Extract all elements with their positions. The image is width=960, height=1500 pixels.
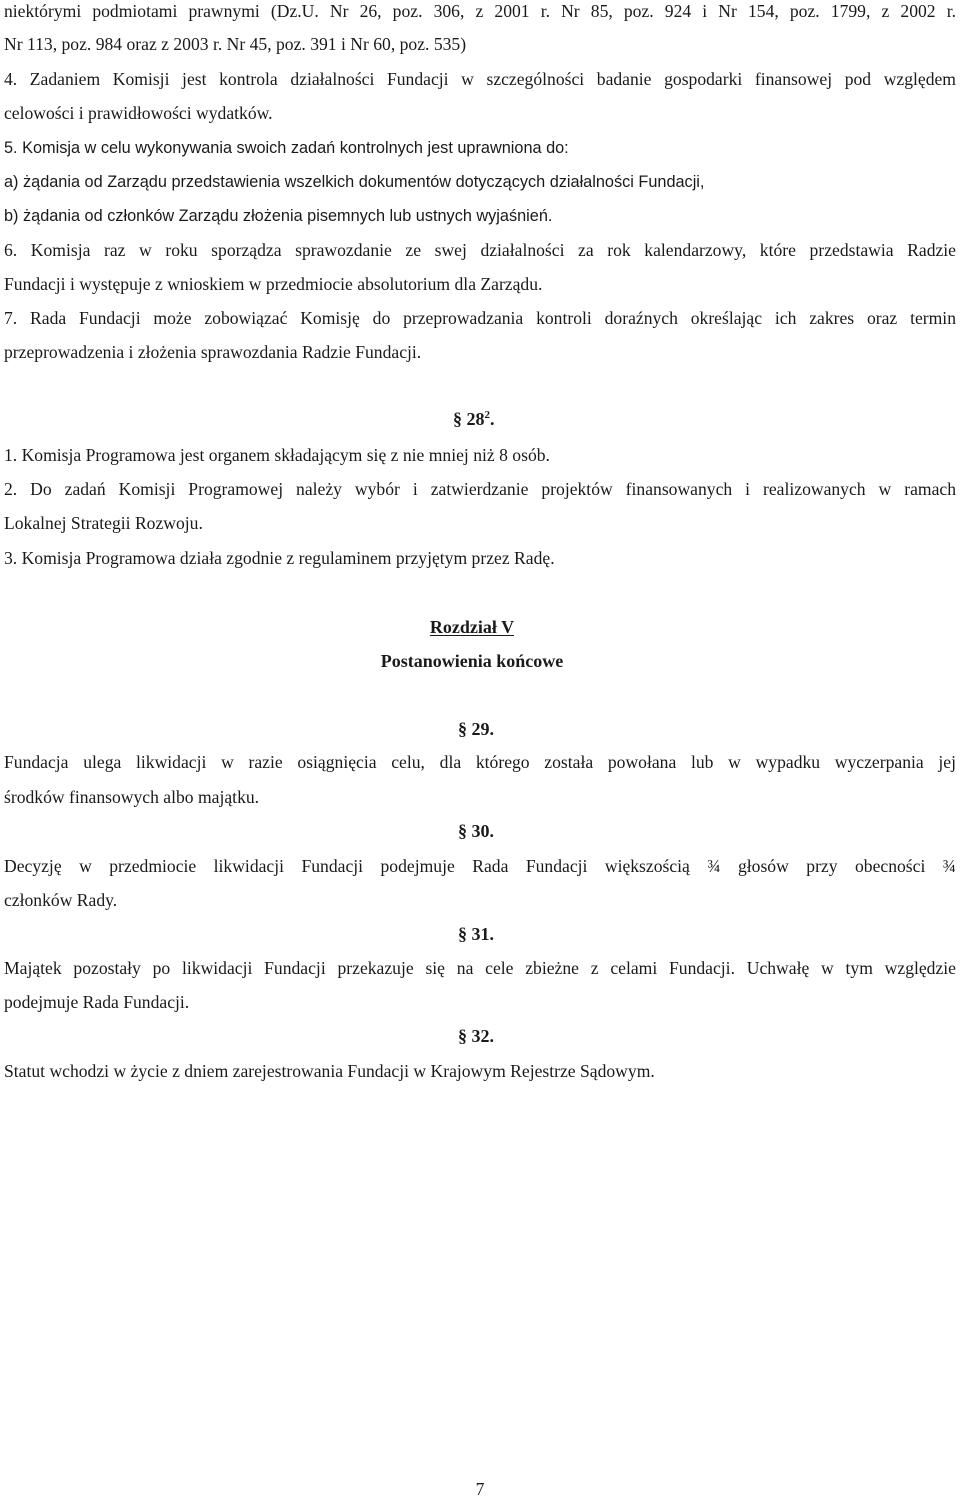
chapter-number: Rozdział V (429, 617, 515, 637)
text-line: 1. Komisja Programowa jest organem składającym się z nie mniej niż 8 osób. (4, 445, 550, 465)
section-heading-28 (453, 408, 495, 430)
section-sign: § (453, 409, 462, 429)
section-heading-31: § 31. (458, 924, 494, 944)
text-line: środków finansowych albo majątku. (4, 787, 260, 807)
page-number: 7 (475, 1479, 485, 1499)
text-line: podejmuje Rada Fundacji. (4, 992, 190, 1012)
text-line: 3. Komisja Programowa działa zgodnie z regulaminem przyjętym przez Radę. (4, 548, 555, 568)
text-line: Nr 113, poz. 984 oraz z 2003 r. Nr 45, poz. 391 i Nr 60, poz. 535) (4, 34, 467, 54)
section-heading-29: § 29. (458, 719, 494, 739)
section-heading-32: § 32. (458, 1026, 494, 1046)
text-line: 4. Zadaniem Komisji jest kontrola działalności Fundacji w szczególności badanie gospodarki finansowej pod względem (4, 69, 956, 89)
text-line: Fundacji i występuje z wnioskiem w przedmiocie absolutorium dla Zarządu. (4, 274, 543, 294)
section-number: 28 (466, 409, 485, 429)
text-line: 5. Komisja w celu wykonywania swoich zadań kontrolnych jest uprawniona do: (4, 139, 569, 157)
text-line: członków Rady. (4, 890, 118, 910)
text-line: Fundacja ulega likwidacji w razie osiągnięcia celu, dla którego została powołana lub w wypadku wyczerpania jej (4, 752, 956, 772)
text-line: Majątek pozostały po likwidacji Fundacji przekazuje się na cele zbieżne z celami Fundacji. Uchwałę w tym względzie (4, 958, 956, 978)
text-line: a) żądania od Zarządu przedstawienia wszelkich dokumentów dotyczących działalności Fundacji, (4, 173, 705, 191)
chapter-title: Postanowienia końcowe (380, 651, 564, 671)
text-line: b) żądania od członków Zarządu złożenia pisemnych lub ustnych wyjaśnień. (4, 207, 553, 225)
text-line: Decyzję w przedmiocie likwidacji Fundacji podejmuje Rada Fundacji większością ¾ głosów przy obecności ¾ (4, 856, 956, 876)
text-line: celowości i prawidłowości wydatków. (4, 103, 273, 123)
section-superscript: 2 (484, 409, 490, 421)
text-line: Statut wchodzi w życie z dniem zarejestrowania Fundacji w Krajowym Rejestrze Sądowym. (4, 1061, 655, 1081)
section-heading-30: § 30. (458, 821, 494, 841)
text-line: 6. Komisja raz w roku sporządza sprawozdanie ze swej działalności za rok kalendarzowy, które przedstawia Radzie (4, 240, 956, 260)
text-line: 7. Rada Fundacji może zobowiązać Komisję do przeprowadzania kontroli doraźnych określając ich zakres oraz termin (4, 308, 956, 328)
section-dot: . (490, 409, 495, 429)
text-line: przeprowadzenia i złożenia sprawozdania Radzie Fundacji. (4, 342, 422, 362)
text-line: niektórymi podmiotami prawnymi (Dz.U. Nr 26, poz. 306, z 2001 r. Nr 85, poz. 924 i Nr 154, poz. 1799, z 2002 r. (4, 1, 956, 21)
text-line: 2. Do zadań Komisji Programowej należy wybór i zatwierdzanie projektów finansowanych i realizowanych w ramach (4, 479, 956, 499)
text-line: Lokalnej Strategii Rozwoju. (4, 513, 203, 533)
